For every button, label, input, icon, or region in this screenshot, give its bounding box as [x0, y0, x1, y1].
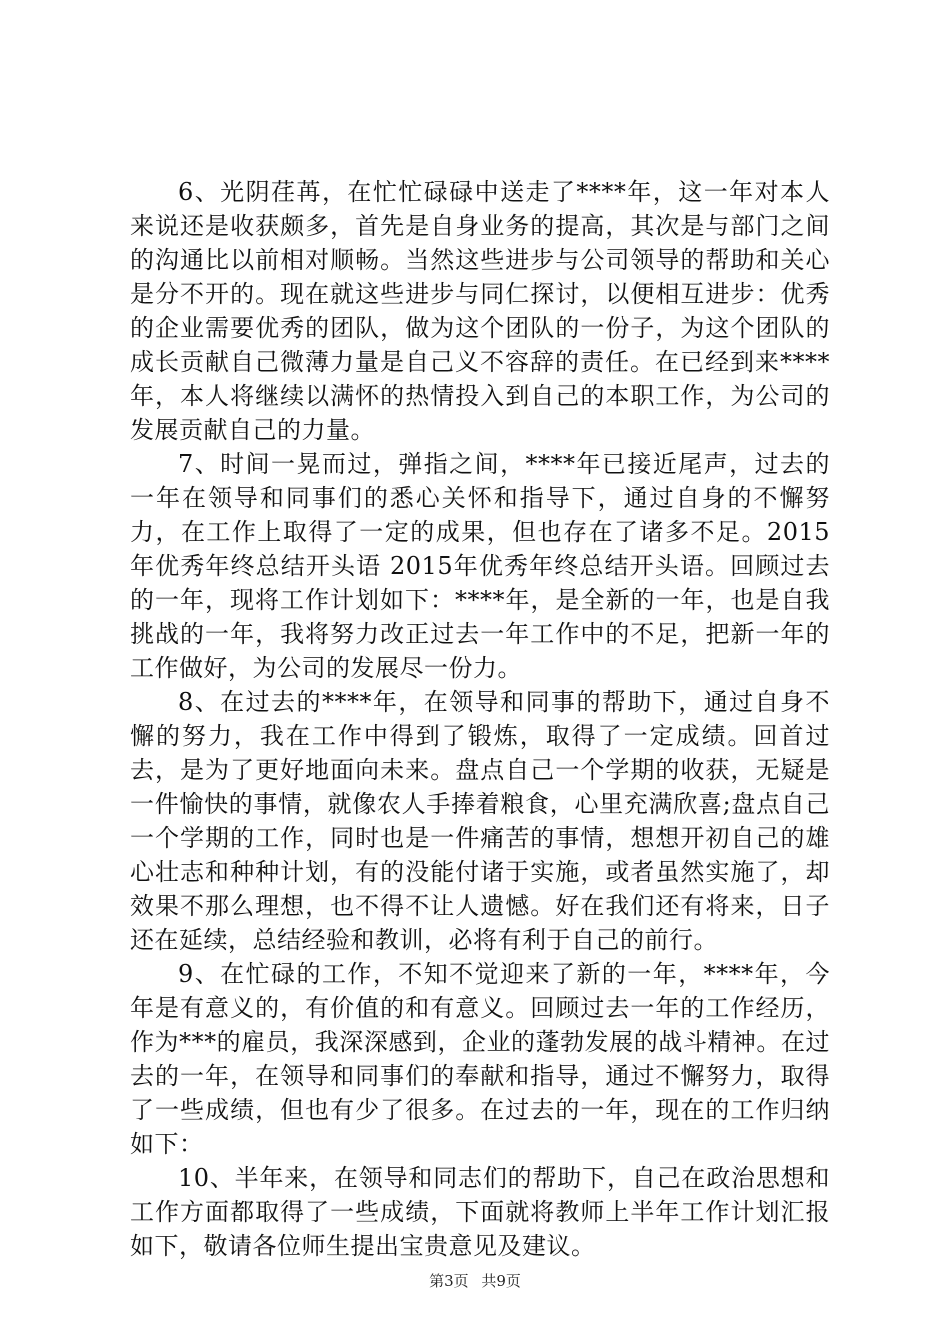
document-body [130, 175, 830, 1263]
paragraph-10: 10、半年来，在领导和同志们的帮助下，自己在政治思想和工作方面都取得了一些成绩，下面就将教师上半年工作计划汇报如下，敬请各位师生提出宝贵意见及建议。 [130, 1164, 830, 1260]
paragraph-8: 8、在过去的****年，在领导和同事的帮助下，通过自身不懈的努力，我在工作中得到了锻炼，取得了一定成绩。回首过去，是为了更好地面向未来。盘点自己一个学期的收获，无疑是一件愉快的事情，就像农人手捧着粮食，心里充满欣喜;盘点自己一个学期的工作，同时也是一件痛苦的事情，想想开初自己的雄心壮志和种种计划，有的没能付诸于实施，或者虽然实施了，却效果不那么理想，也不得不让人遗憾。好在我们还有将来，日子还在延续，总结经验和教训，必将有利于自己的前行。 [130, 688, 830, 954]
paragraph-6: 6、光阴荏苒，在忙忙碌碌中送走了****年，这一年对本人来说还是收获颇多，首先是自身业务的提高，其次是与部门之间的沟通比以前相对顺畅。当然这些进步与公司领导的帮助和关心是分不开的。现在就这些进步与同仁探讨，以便相互进步：优秀的企业需要优秀的团队，做为这个团队的一份子，为这个团队的成长贡献自己微薄力量是自己义不容辞的责任。在已经到来****年，本人将继续以满怀的热情投入到自己的本职工作，为公司的发展贡献自己的力量。 [130, 178, 830, 444]
page-number: 第3页 [429, 1272, 469, 1290]
paragraph-7: 7、时间一晃而过，弹指之间，****年已接近尾声，过去的一年在领导和同事们的悉心关怀和指导下，通过自身的不懈努力，在工作上取得了一定的成果，但也存在了诸多不足。2015年优秀年终总结开头语 2015年优秀年终总结开头语。回顾过去的一年，现将工作计划如下：****年，是全新的一年，也是自我挑战的一年，我将努力改正过去一年工作中的不足，把新一年的工作做好，为公司的发展尽一份力。 [130, 450, 830, 682]
page-total: 共9页 [481, 1272, 521, 1290]
page-footer [0, 1270, 950, 1291]
paragraph-9: 9、在忙碌的工作，不知不觉迎来了新的一年，****年，今年是有意义的，有价值的和有意义。回顾过去一年的工作经历，作为***的雇员，我深深感到，企业的蓬勃发展的战斗精神。在过去的一年，在领导和同事们的奉献和指导，通过不懈努力，取得了一些成绩，但也有少了很多。在过去的一年，现在的工作归纳如下： [130, 960, 830, 1158]
